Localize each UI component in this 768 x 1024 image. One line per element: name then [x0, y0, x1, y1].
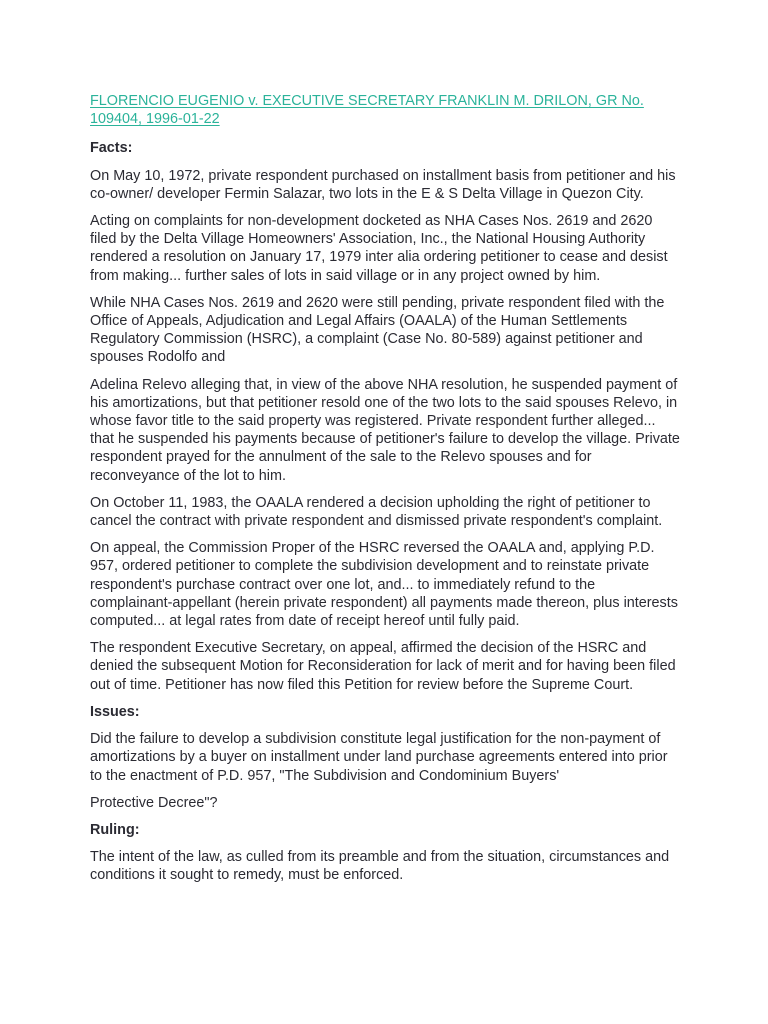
facts-paragraph-1: On May 10, 1972, private respondent purchased on installment basis from petitioner and his co-owner/ developer Fermin Salazar, two lots in the E & S Delta Village in Quezon City. [90, 167, 676, 202]
facts-paragraph-3: While NHA Cases Nos. 2619 and 2620 were still pending, private respondent filed with the Office of Appeals, Adjudication and Legal Affairs (OAALA) of the Human Settlements Regulatory Commission (HSRC), a complaint (Case No. 80-589) against petitioner and spouses Rodolfo and [90, 294, 665, 366]
issues-paragraph-1: Did the failure to develop a subdivision constitute legal justification for the non-payment of amortizations by a buyer on installment under land purchase agreements entered into prior to the enactment of P.D. 957, "The Subdivision and Condominium Buyers' [90, 731, 668, 784]
ruling-paragraph-1: The intent of the law, as culled from its preamble and from the situation, circumstances and conditions it sought to remedy, must be enforced. [90, 849, 670, 884]
facts-paragraph-5: On October 11, 1983, the OAALA rendered a decision upholding the right of petitioner to cancel the contract with private respondent and dismissed private respondent's complaint. [90, 494, 663, 530]
case-title-link[interactable]: FLORENCIO EUGENIO v. EXECUTIVE SECRETARY FRANKLIN M. DRILON, GR No. 109404, 1996-01-22 [90, 93, 644, 128]
issues-heading: Issues: [90, 703, 140, 720]
facts-paragraph-7: The respondent Executive Secretary, on appeal, affirmed the decision of the HSRC and denied the subsequent Motion for Reconsideration for lack of merit and for having been filed out of time. Petitioner has now filed this Petition for review before the Supreme Court. [90, 640, 676, 693]
facts-paragraph-2: Acting on complaints for non-development docketed as NHA Cases Nos. 2619 and 2620 filed by the Delta Village Homeowners' Association, Inc., the National Housing Authority rendered a resolution on January 17, 1979 inter alia ordering petitioner to cease and desist from making... further sales of lots in said village or in any project owned by him. [90, 213, 668, 284]
facts-heading: Facts: [90, 140, 133, 157]
document-page [90, 92, 680, 894]
issues-paragraph-2: Protective Decree"? [90, 794, 218, 811]
ruling-heading: Ruling: [90, 821, 140, 838]
facts-paragraph-6: On appeal, the Commission Proper of the HSRC reversed the OAALA and, applying P.D. 957, ordered petitioner to complete the subdivision development and to reinstate private respondent's purchase contract over one lot, and... to immediately refund to the complainant-appellant (herein private respondent) all payments made thereon, plus interests computed... at legal rates from date of receipt hereof until fully paid. [90, 540, 678, 630]
facts-paragraph-4: Adelina Relevo alleging that, in view of the above NHA resolution, he suspended payment of his amortizations, but that petitioner resold one of the two lots to the said spouses Relevo, in whose favor title to the said property was registered. Private respondent further alleged... that he suspended his payments because of petitioner's failure to develop the village. Private respondent prayed for the annulment of the sale to the Relevo spouses and for reconveyance of the lot to him. [90, 376, 680, 484]
